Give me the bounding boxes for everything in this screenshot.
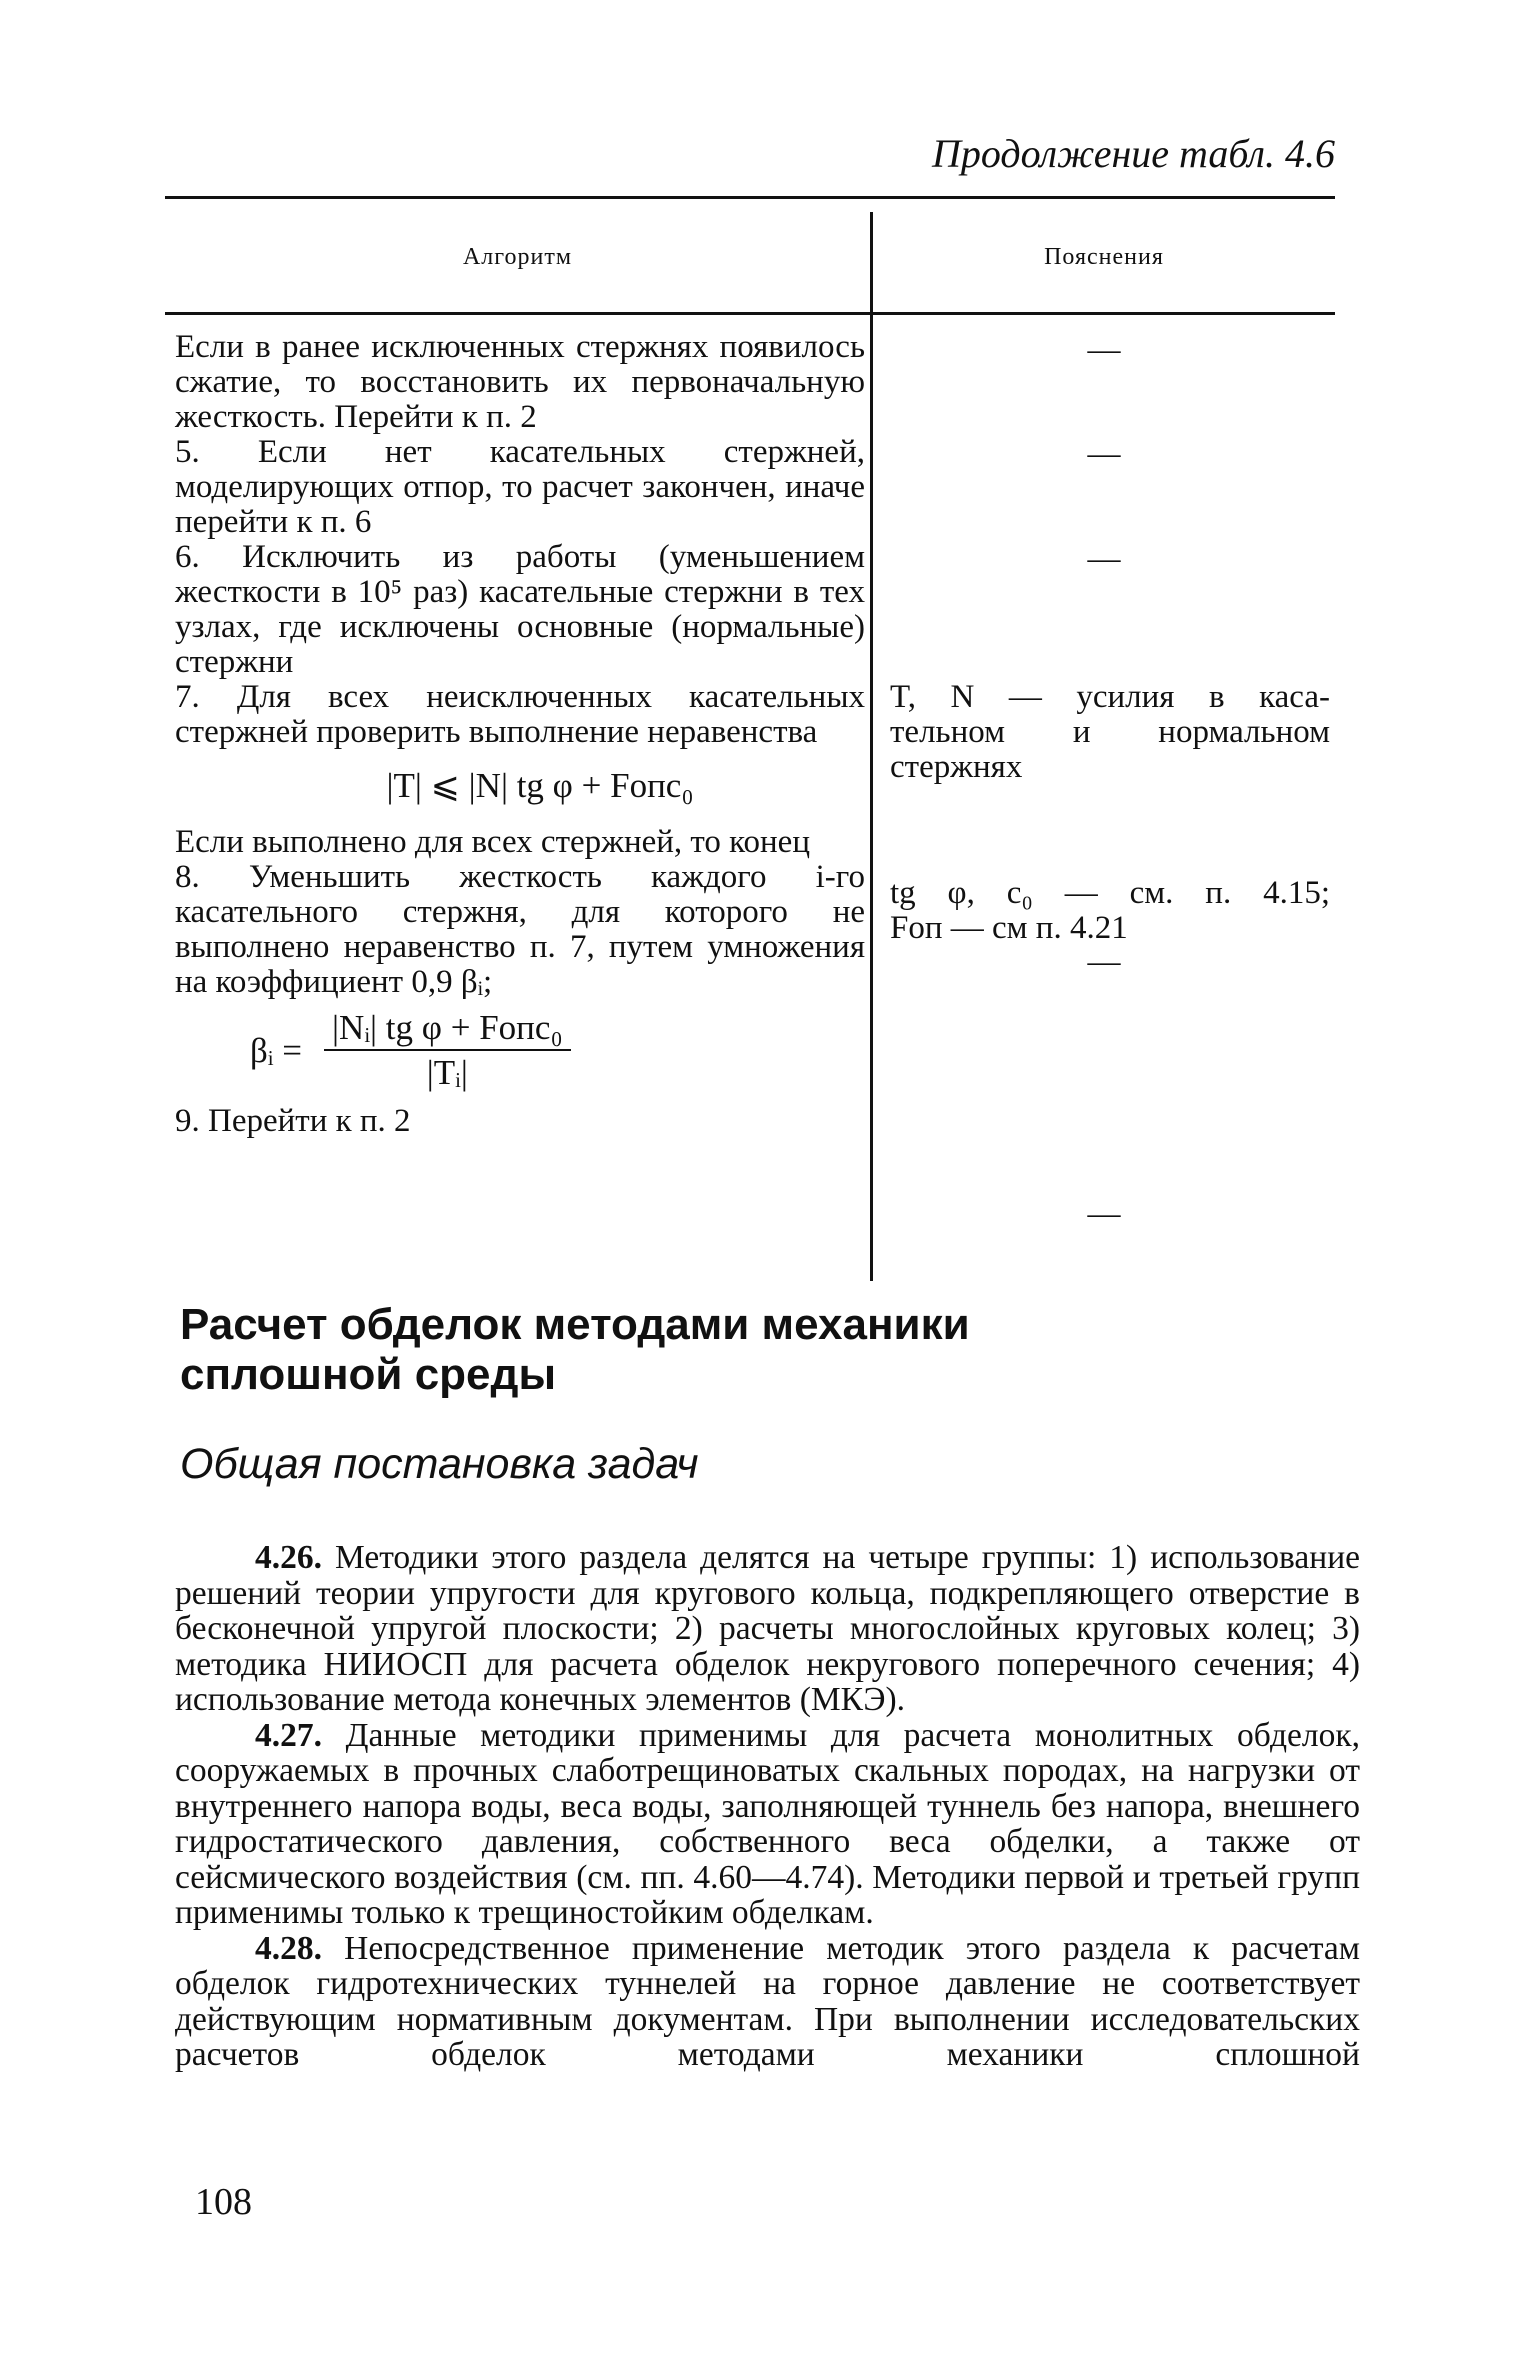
paragraph-number: 4.27. — [255, 1716, 322, 1754]
explanation-dash: — — [1087, 944, 1121, 980]
table-column-divider — [870, 212, 873, 1281]
paragraph-text: Данные методики применимы для расчета монолитных обделок, сооружаемых в прочных слаботрещиноватых скальных породах, на нагрузки от внутреннего напора воды, веса воды, заполняющей туннель без напора, внешнего гидростатического давления, собственного веса обделки, а также от сейсмического воздействия (см. пп. 4.60—4.74). Методики первой и третьей групп применимы только к трещиностойким обделкам. — [175, 1716, 1360, 1931]
table-header-rule — [165, 312, 1335, 315]
explanation-dash: — — [1087, 332, 1121, 368]
algorithm-step-continuation: Если в ранее исключенных стержнях появилось сжатие, то восстановить их первоначальную жесткость. Перейти к п. 2 — [175, 329, 865, 435]
algorithm-step-8: 8. Уменьшить жесткость каждого i-го касательного стержня, для которого не выполнено неравенство п. 7, путем умножения на коэффициент 0,9 βᵢ; — [175, 859, 865, 1000]
algorithm-step-5: 5. Если нет касательных стержней, моделирующих отпор, то расчет закончен, иначе перейти к п. 6 — [175, 434, 865, 540]
table-top-rule — [165, 196, 1335, 199]
beta-formula — [250, 1010, 865, 1090]
algorithm-step-7: 7. Для всех неисключенных касательных стержней проверить выполнение неравенства — [175, 679, 865, 750]
beta-formula-lhs: βᵢ = — [250, 1030, 303, 1070]
beta-fraction — [324, 1010, 571, 1090]
explanation-dash: — — [1087, 541, 1121, 577]
beta-numerator: |Nᵢ| tg φ + Fопc₀ — [324, 1010, 571, 1051]
explanation-line: tg φ, c₀ — см. п. 4.15; — [890, 875, 1330, 911]
algorithm-step-9: 9. Перейти к п. 2 — [175, 1103, 411, 1139]
column-header-algorithm: Алгоритм — [462, 244, 573, 270]
explanation-line: Fоп — см п. 4.21 — [890, 910, 1128, 946]
algorithm-step-6: 6. Исключить из работы (уменьшением жесткости в 10⁵ раз) касательные стержни в тех узлах, где исключены основные (нормальные) стержни — [175, 539, 865, 680]
column-header-explanation: Пояснения — [1044, 244, 1164, 270]
explanation-step-7 — [890, 680, 1330, 785]
paragraph-number: 4.26. — [255, 1539, 322, 1576]
algorithm-table — [165, 196, 1335, 1281]
inequality-formula: |T| ⩽ |N| tg φ + Fопc₀ — [386, 766, 694, 805]
paragraph-number: 4.28. — [255, 1929, 322, 1967]
explanation-step-7-condition — [890, 876, 1330, 946]
body-text — [175, 1540, 1360, 2073]
paragraph-text: Методики этого раздела делятся на четыре группы: 1) использование решений теории упругости для кругового кольца, подкрепляющего отверстие в бесконечной упругой плоскости; 2) расчеты многослойных круговых колец; 3) методика НИИОСП для расчета обделок некругового поперечного сечения; 4) использование метода конечных элементов (МКЭ). — [175, 1539, 1360, 1718]
section-heading: Расчет обделок методами механики сплошной среды — [180, 1300, 970, 1399]
algorithm-step-7-condition: Если выполнено для всех стержней, то конец — [175, 824, 810, 860]
explanation-line: тельном и нормальном — [890, 714, 1330, 750]
explanation-dash: — — [1087, 436, 1121, 472]
algorithm-column — [175, 330, 865, 1139]
explanation-dash: — — [1087, 1196, 1121, 1232]
paragraph-text: Непосредственное применение методик этого раздела к расчетам обделок гидротехнических туннелей на горное давление не соответствует действующим нормативным документам. При выполнении исследовательских расчетов обделок методами механики сплошной — [175, 1929, 1360, 2073]
table-caption: Продолжение табл. 4.6 — [931, 131, 1335, 176]
explanation-line: стержнях — [890, 749, 1023, 785]
page-number: 108 — [195, 2181, 252, 2223]
paragraph-4-26 — [175, 1540, 1360, 1718]
explanation-line: T, N — усилия в каса- — [890, 679, 1330, 715]
paragraph-4-27 — [175, 1718, 1360, 1931]
beta-denominator: |Tᵢ| — [426, 1053, 468, 1092]
section-subheading: Общая постановка задач — [180, 1440, 699, 1488]
paragraph-4-28 — [175, 1931, 1360, 2073]
